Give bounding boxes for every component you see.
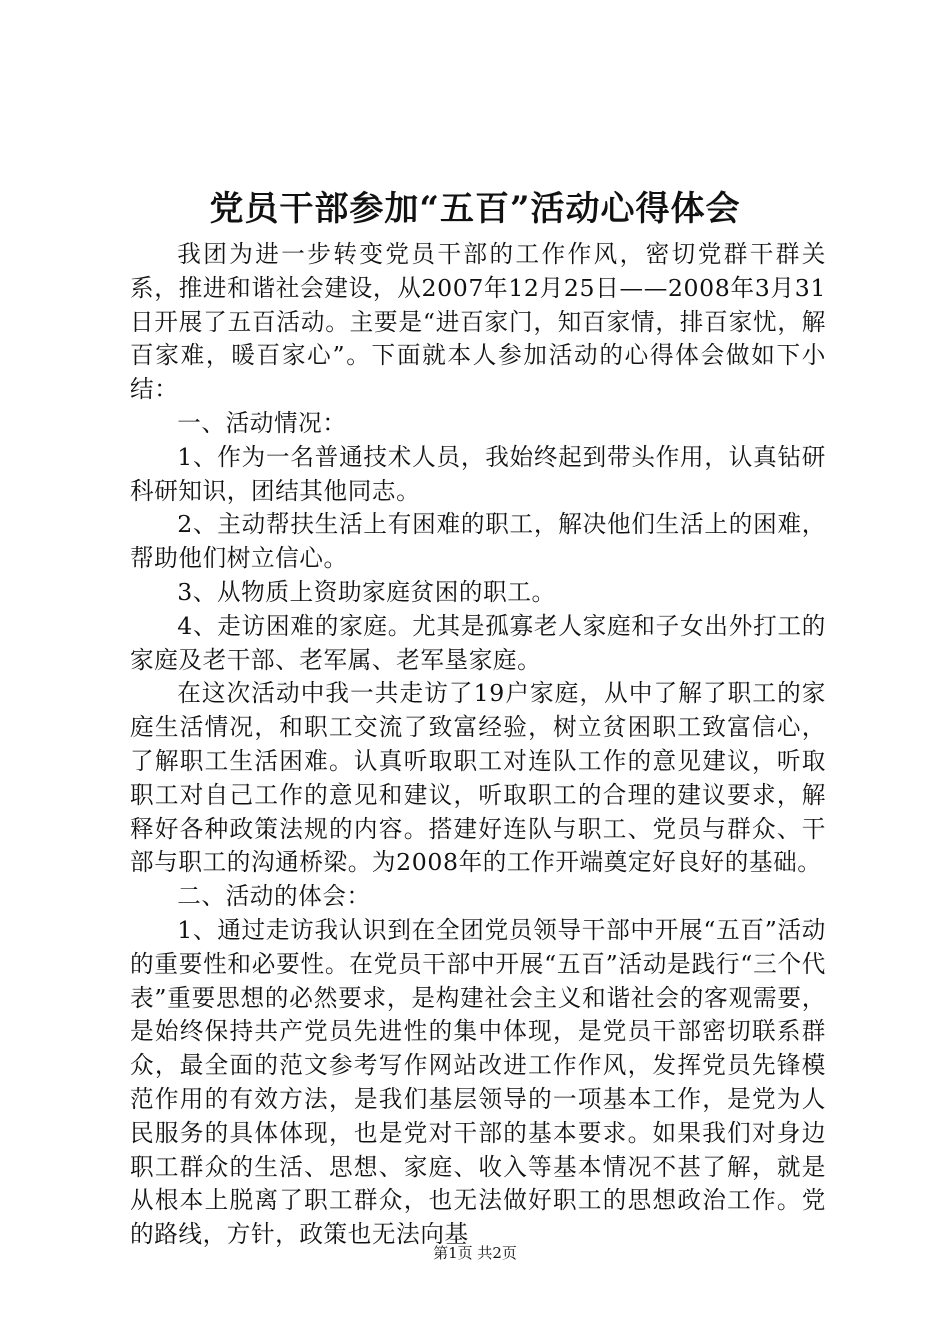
list-item: 2、主动帮扶生活上有困难的职工，解决他们生活上的困难，帮助他们树立信心。 bbox=[130, 510, 826, 573]
document-body bbox=[130, 238, 826, 1252]
paragraph-visits: 在这次活动中我一共走访了19户家庭，从中了解了职工的家庭生活情况，和职工交流了致富经验，树立贫困职工致富信心，了解职工生活困难。认真听取职工对连队工作的意见建议，听取职工对自己工作的意见和建议，听取职工的合理的建议要求，解释好各种政策法规的内容。搭建好连队与职工、党员与群众、干部与职工的沟通桥梁。为2008年的工作开端奠定好良好的基础。 bbox=[130, 679, 826, 877]
paragraph-intro: 我团为进一步转变党员干部的工作作风，密切党群干群关系，推进和谐社会建设，从2007年12月25日——2008年3月31日开展了五百活动。主要是“进百家门，知百家情，排百家忧，解百家难，暖百家心”。下面就本人参加活动的心得体会做如下小结： bbox=[130, 240, 826, 404]
list-item: 3、从物质上资助家庭贫困的职工。 bbox=[177, 577, 556, 606]
section-heading-reflection: 二、活动的体会： bbox=[177, 882, 371, 911]
section-heading-activity: 一、活动情况： bbox=[177, 408, 347, 437]
page-number-footer: 第1页 共2页 bbox=[433, 1244, 517, 1262]
page-title: 党员干部参加“五百”活动心得体会 bbox=[209, 189, 741, 229]
list-item: 1、作为一名普通技术人员，我始终起到带头作用，认真钻研科研知识，团结其他同志。 bbox=[130, 442, 826, 505]
list-item: 4、走访困难的家庭。尤其是孤寡老人家庭和子女出外打工的家庭及老干部、老军属、老军垦家庭。 bbox=[130, 611, 826, 674]
paragraph-reflection-1: 1、通过走访我认识到在全团党员领导干部中开展“五百”活动的重要性和必要性。在党员干部中开展“五百”活动是践行“三个代表”重要思想的必然要求，是构建社会主义和谐社会的客观需要，是始终保持共产党员先进性的集中体现，是党员干部密切联系群众，最全面的范文参考写作网站改进工作作风，发挥党员先锋模范作用的有效方法，是我们基层领导的一项基本工作，是党为人民服务的具体体现，也是党对干部的基本要求。如果我们对身边职工群众的生活、思想、家庭、收入等基本情况不甚了解，就是从根本上脱离了职工群众，也无法做好职工的思想政治工作。党的路线，方针，政策也无法向基 bbox=[130, 915, 826, 1249]
